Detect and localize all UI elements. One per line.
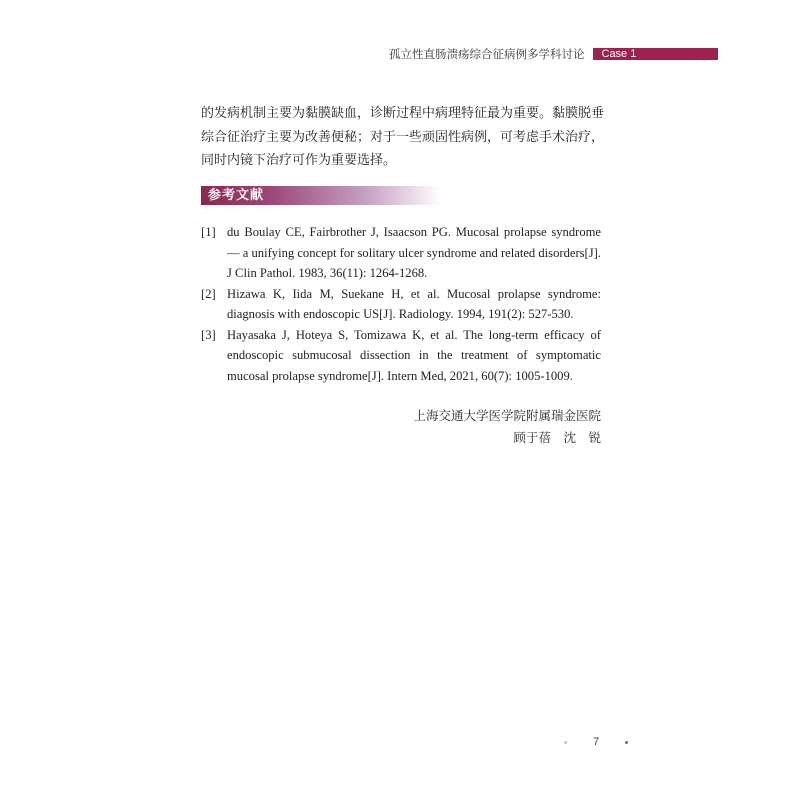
case-badge: Case 1 [593,48,718,60]
reference-item [201,222,601,284]
reference-text: du Boulay CE, Fairbrother J, Isaacson PG. Mucosal prolapse syndrome — a unifying concept for solitary ulcer syndrome and related disorders[J]. J Clin Pathol. 1983, 36(11): 1264-1268. [227,225,601,280]
reference-number: [1] [201,225,216,239]
header-title: 孤立性直肠溃疡综合征病例多学科讨论 [389,47,585,61]
intro-paragraph: 的发病机制主要为黏膜缺血，诊断过程中病理特征最为重要。黏膜脱垂综合征治疗主要为改善便秘；对于一些顽固性病例，可考虑手术治疗，同时内镜下治疗可作为重要选择。 [201,106,605,168]
reference-item [201,325,601,387]
left-dot-icon [564,741,567,744]
reference-list [201,222,601,386]
reference-text: Hizawa K, Iida M, Suekane H, et al. Mucosal prolapse syndrome: diagnosis with endoscopic US[J]. Radiology. 1994, 191(2): 527-530. [227,286,601,321]
section-heading-label: 参考文献 [208,188,265,203]
right-dot-icon [625,741,628,744]
running-header [389,47,718,61]
section-heading [201,186,441,205]
page-footer [564,734,628,750]
reference-number: [3] [201,327,216,342]
reference-text: Hayasaka J, Hoteya S, Tomizawa K, et al. The long-term efficacy of endoscopic submucosal dissection in the treatment of symptomatic mucosal prolapse syndrome[J]. Intern Med, 2021, 60(7): 1005-1009. [227,327,601,383]
author-affiliation [413,405,601,449]
author-names: 顾于蓓 沈 锐 [513,430,601,445]
institution-name: 上海交通大学医学院附属瑞金医院 [413,408,601,423]
reference-item [201,284,601,325]
page-number: 7 [592,736,600,748]
reference-number: [2] [201,286,216,301]
